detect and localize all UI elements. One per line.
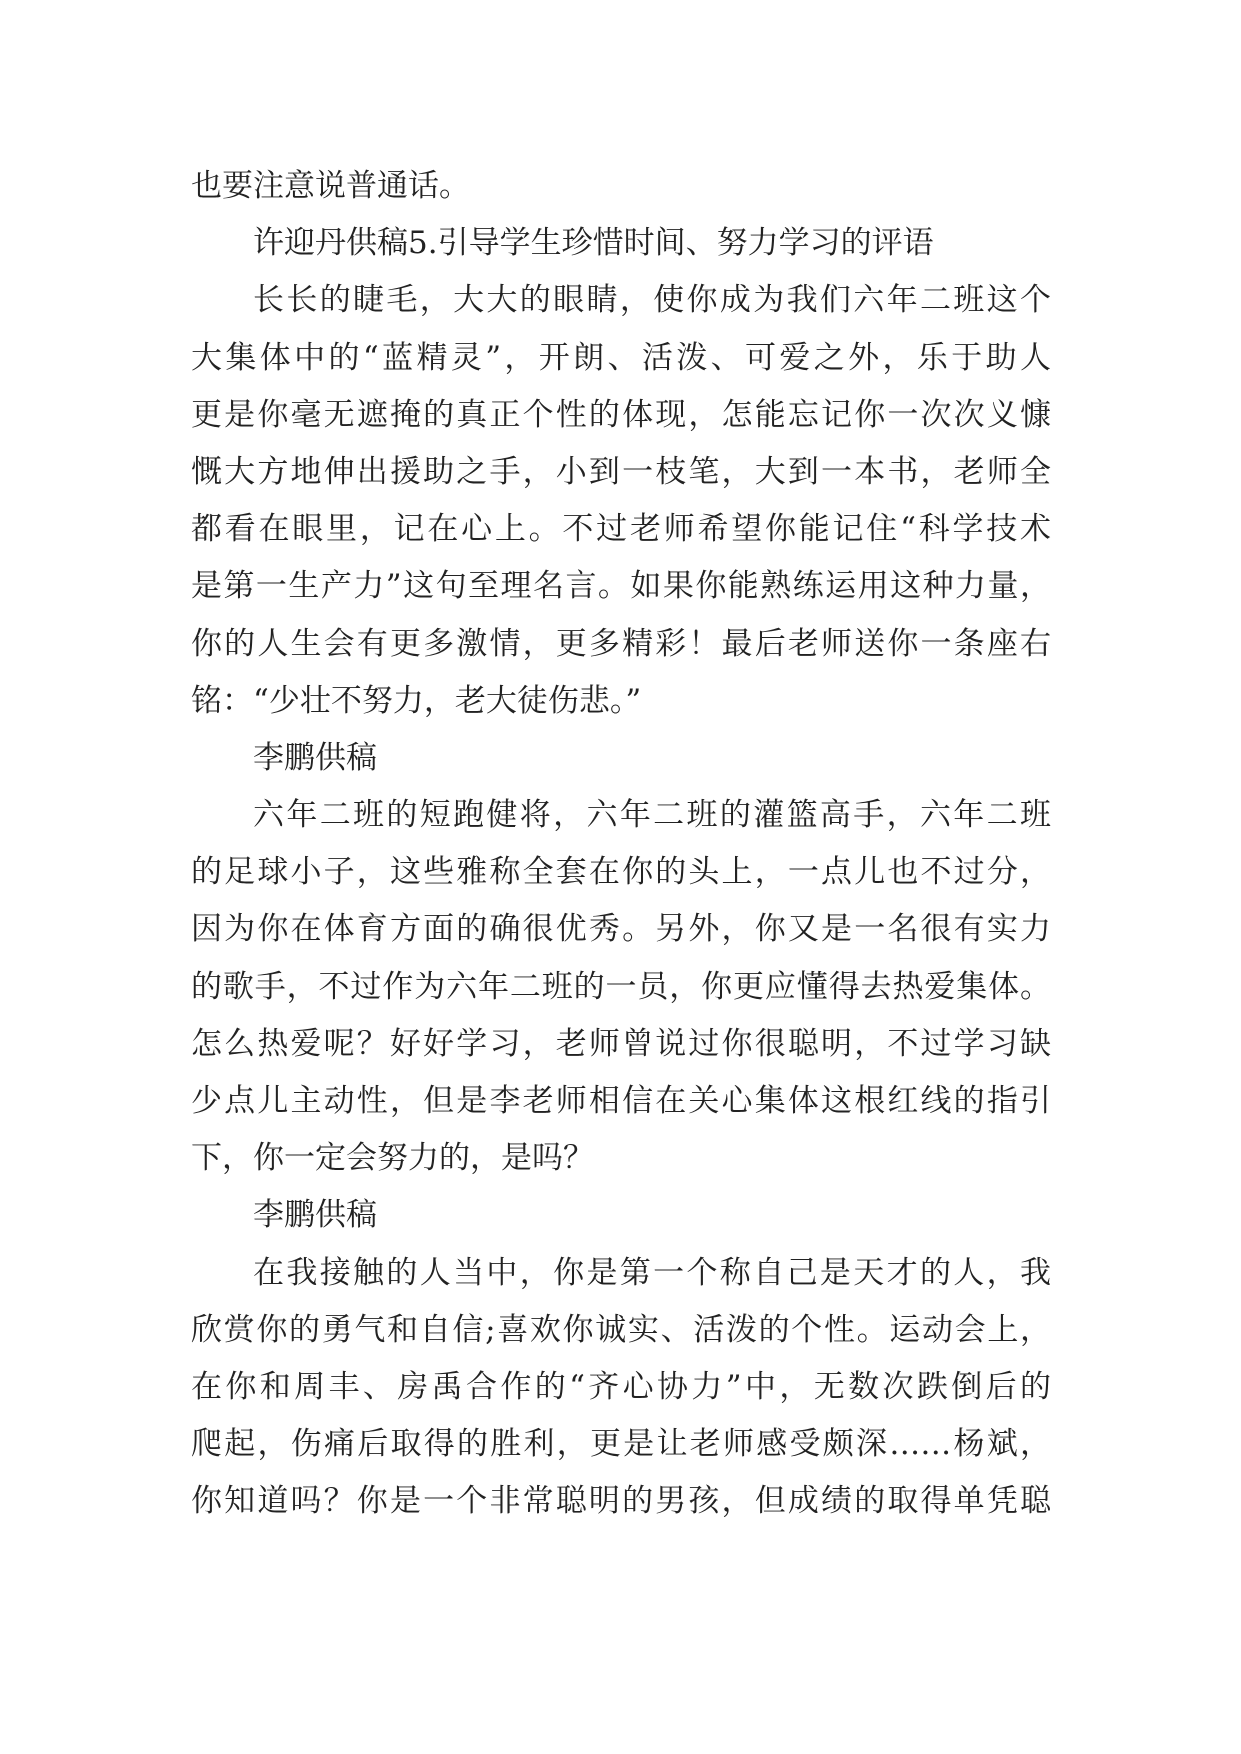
text-line: 李鹏供稿 [253,739,377,776]
text-line: 在我接触的人当中，你是第一个称自己是天才的人，我 [253,1254,1051,1291]
text-line: 的足球小子，这些雅称全套在你的头上，一点儿也不过分， [191,854,1051,891]
text-line: 都看在眼里，记在心上。不过老师希望你能记住“科学技术 [191,511,1051,548]
text-line: 也要注意说普通话。 [191,168,470,204]
text-line: 因为你在体育方面的确很优秀。另外，你又是一名很有实力 [191,911,1051,948]
text-line: 六年二班的短跑健将，六年二班的灌篮高手，六年二班 [253,797,1051,834]
text-line: 在你和周丰、房禹合作的“齐心协力”中，无数次跌倒后的 [191,1368,1051,1405]
text-line: 怎么热爱呢？好好学习，老师曾说过你很聪明，不过学习缺 [191,1025,1051,1062]
text-line: 长长的睫毛，大大的眼睛，使你成为我们六年二班这个 [253,282,1051,319]
text-line: 欣赏你的勇气和自信;喜欢你诚实、活泼的个性。运动会上， [191,1311,1051,1348]
text-line: 慨大方地伸出援助之手，小到一枝笔，大到一本书，老师全 [191,453,1051,490]
text-line: 李鹏供稿 [253,1197,377,1234]
text-line: 大集体中的“蓝精灵”，开朗、活泼、可爱之外，乐于助人 [191,339,1051,376]
text-line: 少点儿主动性，但是李老师相信在关心集体这根红线的指引 [191,1083,1051,1119]
text-line: 铭：“少壮不努力，老大徒伤悲。” [191,682,642,719]
text-line: 更是你毫无遮掩的真正个性的体现，怎能忘记你一次次义慷 [191,396,1051,433]
text-line: 的歌手，不过作为六年二班的一员，你更应懂得去热爱集体。 [191,968,1051,1005]
text-line: 你的人生会有更多激情，更多精彩！最后老师送你一条座右 [191,625,1051,662]
text-line: 你知道吗？你是一个非常聪明的男孩，但成绩的取得单凭聪 [191,1483,1051,1520]
text-line: 许迎丹供稿5.引导学生珍惜时间、努力学习的评语 [253,225,934,262]
text-line: 下，你一定会努力的，是吗？ [191,1140,594,1177]
text-line: 是第一生产力”这句至理名言。如果你能熟练运用这种力量， [191,568,1051,605]
text-line: 爬起，伤痛后取得的胜利，更是让老师感受颇深……杨斌， [191,1426,1051,1463]
document-body [191,158,1051,1531]
